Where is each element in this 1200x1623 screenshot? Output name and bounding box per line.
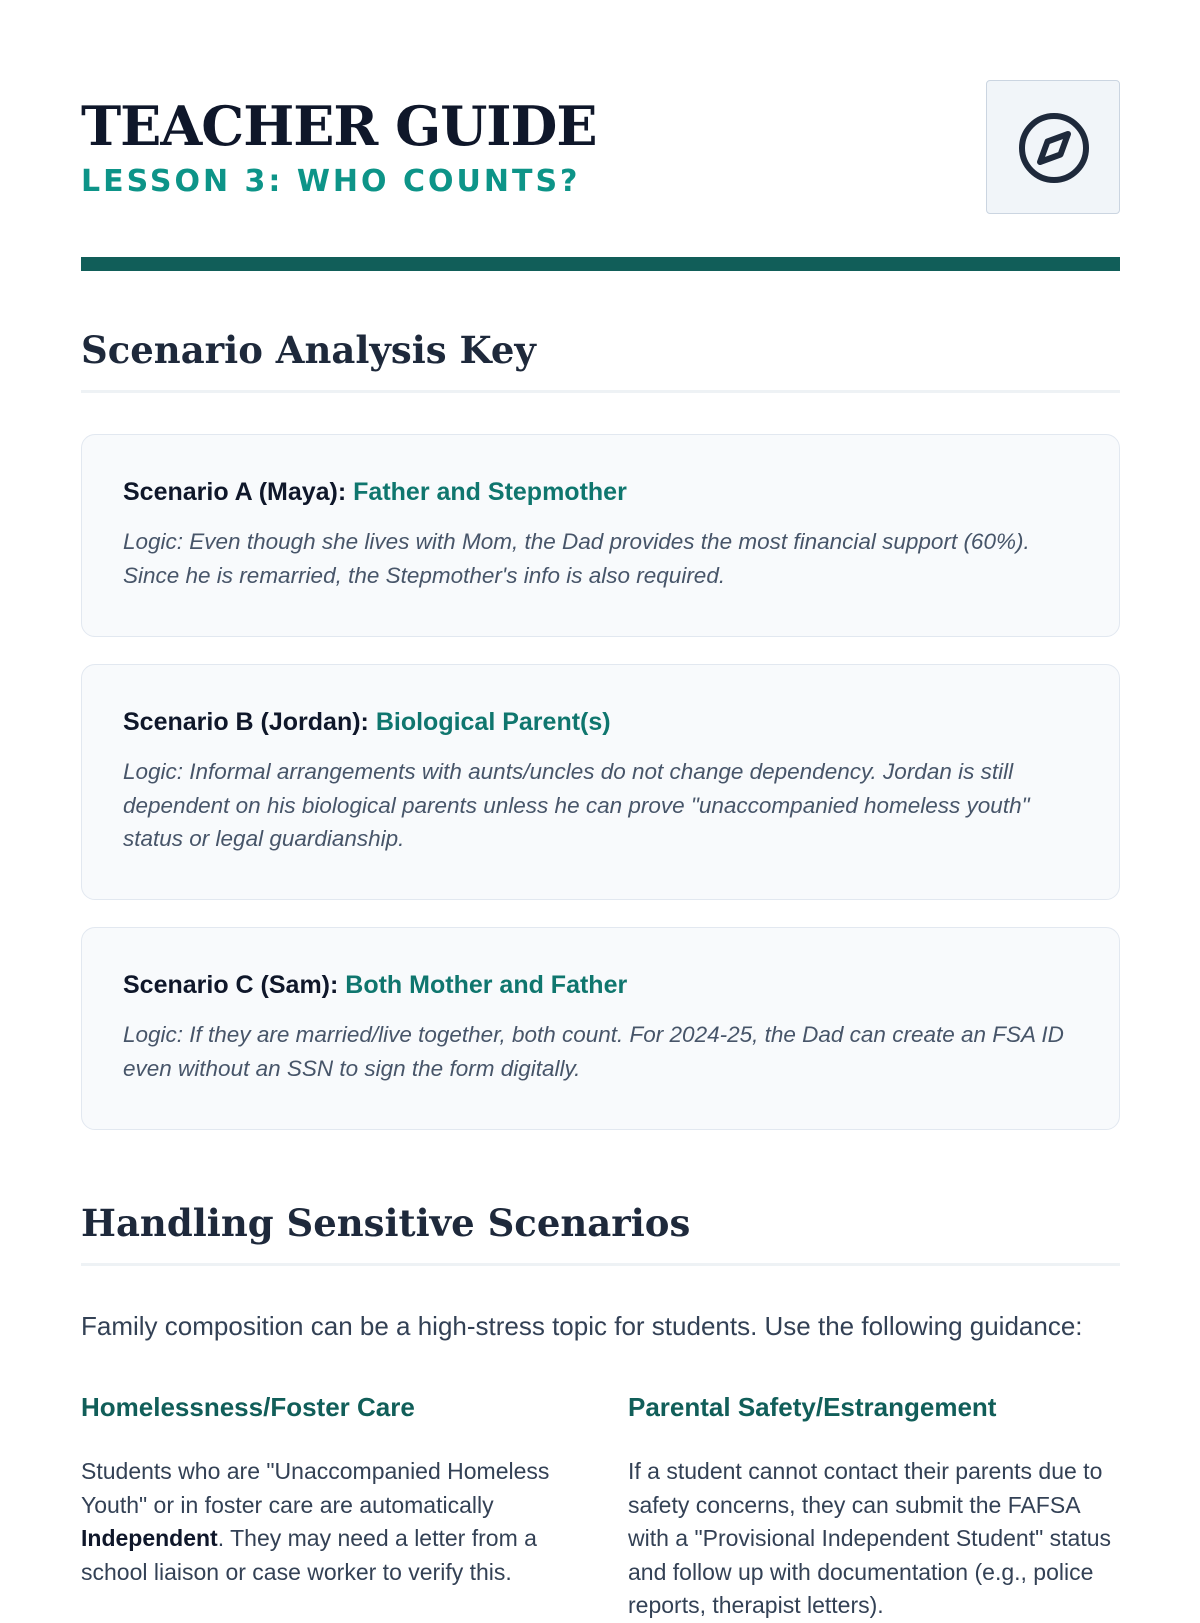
- scenario-c-answer: Both Mother and Father: [345, 971, 628, 999]
- homelessness-body: [81, 1455, 571, 1589]
- sensitive-heading: Handling Sensitive Scenarios: [81, 1201, 691, 1245]
- scenario-a-label: Scenario A (Maya):: [123, 478, 354, 506]
- logo-badge: [986, 80, 1120, 214]
- scenario-a-title: [123, 475, 1078, 509]
- homelessness-body-text-end: . They may need a letter from a school liaison or case worker to verify this.: [81, 1525, 537, 1585]
- compass-icon: [1017, 111, 1091, 185]
- scenario-a-answer: Father and Stepmother: [353, 478, 627, 506]
- lesson-subtitle: LESSON 3: WHO COUNTS?: [81, 164, 581, 199]
- scenario-c-logic: Logic: If they are married/live together, both count. For 2024-25, the Dad can create an FSA ID even without an SSN to sign the form digitally.: [123, 1022, 1064, 1081]
- homelessness-column: [81, 1390, 571, 1589]
- estrangement-body: If a student cannot contact their parents due to safety concerns, they can submit the FAFSA with a "Provisional Independent Student" status and follow up with documentation (e.g., police reports, therapist letters).: [628, 1458, 1112, 1618]
- section-divider: [81, 390, 1120, 393]
- section-divider: [81, 1263, 1120, 1266]
- sensitive-intro: Family composition can be a high-stress topic for students. Use the following guidance:: [81, 1311, 1083, 1341]
- scenario-b-answer: Biological Parent(s): [375, 708, 611, 736]
- header-divider: [81, 257, 1120, 271]
- homelessness-body-text: Students who are "Unaccompanied Homeless Youth" or in foster care are automatically: [81, 1458, 550, 1518]
- scenario-card-c: [81, 927, 1120, 1130]
- independent-emphasis: Independent: [81, 1525, 218, 1551]
- teacher-guide-page: [81, 0, 1120, 1618]
- page-header: [81, 80, 1120, 220]
- page-title: TEACHER GUIDE: [81, 94, 597, 158]
- scenario-b-title: [123, 705, 1078, 739]
- scenario-key-heading: Scenario Analysis Key: [81, 328, 536, 372]
- scenario-c-title: [123, 968, 1078, 1002]
- scenario-a-logic: Logic: Even though she lives with Mom, the Dad provides the most financial support (60%). Since he is remarried, the Stepmother's info is also required.: [123, 529, 1030, 588]
- scenario-card-a: [81, 434, 1120, 637]
- scenario-b-logic: Logic: Informal arrangements with aunts/uncles do not change dependency. Jordan is still dependent on his biological parents unless he can prove "unaccompanied homeless youth" status or legal guardianship.: [123, 759, 1030, 851]
- scenario-card-b: [81, 664, 1120, 900]
- estrangement-heading: Parental Safety/Estrangement: [628, 1392, 997, 1422]
- homelessness-heading: Homelessness/Foster Care: [81, 1392, 415, 1422]
- estrangement-column: [628, 1390, 1118, 1623]
- scenario-c-label: Scenario C (Sam):: [123, 971, 346, 999]
- scenario-b-label: Scenario B (Jordan):: [123, 708, 376, 736]
